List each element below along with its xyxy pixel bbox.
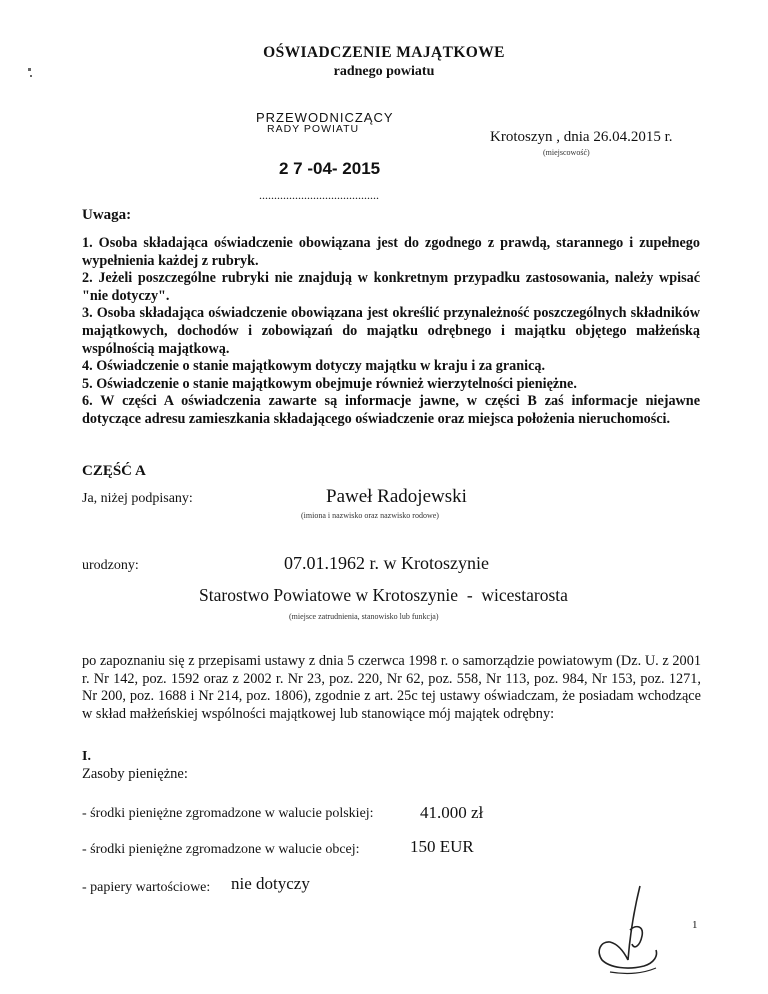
stamp-line1: PRZEWODNICZĄCY [256, 110, 394, 125]
row-label: - środki pieniężne zgromadzone w walucie polskiej: [82, 806, 374, 821]
page-title: OŚWIADCZENIE MAJĄTKOWE [263, 44, 505, 61]
place-caption: (miejscowość) [543, 148, 590, 157]
note-item: 1. Osoba składająca oświadczenie obowiązana jest do zgodnego z prawdą, starannego i zupełnego wypełnienia każdej z rubryk. [82, 235, 700, 269]
page-number: 1 [692, 919, 698, 931]
part-a-heading: CZĘŚĆ A [82, 463, 146, 479]
note-item: 4. Oświadczenie o stanie majątkowym dotyczy majątku w kraju i za granicą. [82, 358, 546, 375]
declarant-name: Paweł Radojewski [326, 486, 467, 507]
notes-heading: Uwaga: [82, 207, 132, 223]
notes-list [82, 235, 700, 429]
employment-caption: (miejsce zatrudnienia, stanowisko lub funkcja) [289, 612, 439, 621]
stamp-date: 2 7 -04- 2015 [279, 159, 381, 178]
statement-paragraph: po zapoznaniu się z przepisami ustawy z dnia 5 czerwca 1998 r. o samorządzie powiatowym (Dz. U. z 2001 r. Nr 142, poz. 1592 oraz z 2002 r. Nr 23, poz. 220, Nr 62, poz. 558, Nr 113, poz. 984, Nr 153, poz. 1271, Nr 200, poz. 1688 i Nr 214, poz. 1806), zgodnie z art. 25c tej ustawy oświadczam, że posiadam wchodzące w skład małżeńskiej wspólności majątkowej lub stanowiące mój majątek odrębny: [82, 653, 701, 722]
row-value: 41.000 zł [420, 803, 484, 822]
note-item: 3. Osoba składająca oświadczenie obowiązana jest określić przynależność poszczególnych składników majątkowych, dochodów i zobowiązań do majątku odrębnego i majątku objętego małżeńską wspólnością majątkową. [82, 305, 700, 357]
signed-label: Ja, niżej podpisany: [82, 491, 193, 506]
row-label: - środki pieniężne zgromadzone w walucie obcej: [82, 842, 360, 857]
employment: Starostwo Powiatowe w Krotoszynie - wicestarosta [199, 585, 568, 605]
note-item: 2. Jeżeli poszczególne rubryki nie znajdują w konkretnym przypadku zastosowania, należy wpisać "nie dotyczy". [82, 270, 700, 304]
born-value: 07.01.1962 r. w Krotoszynie [284, 553, 489, 573]
born-label: urodzony: [82, 558, 139, 573]
dotted-line: ........................................ [259, 188, 379, 202]
row-value: 150 EUR [410, 837, 474, 856]
page-subtitle: radnego powiatu [333, 64, 435, 79]
section-roman: I. [82, 749, 91, 764]
stamp-line2: RADY POWIATU [267, 123, 360, 135]
place-date: Krotoszyn , dnia 26.04.2015 r. [490, 129, 673, 145]
section-title: Zasoby pieniężne: [82, 766, 188, 782]
signature-mark [588, 880, 678, 980]
row-label: - papiery wartościowe: [82, 880, 211, 895]
name-caption: (imiona i nazwisko oraz nazwisko rodowe) [301, 511, 439, 520]
note-item: 5. Oświadczenie o stanie majątkowym obejmuje również wierzytelności pieniężne. [82, 375, 577, 392]
row-value: nie dotyczy [231, 874, 310, 893]
note-item: 6. W części A oświadczenia zawarte są informacje jawne, w części B zaś informacje niejawne dotyczące adresu zamieszkania składającego oświadczenie oraz miejsca położenia nieruchomości. [82, 393, 700, 427]
